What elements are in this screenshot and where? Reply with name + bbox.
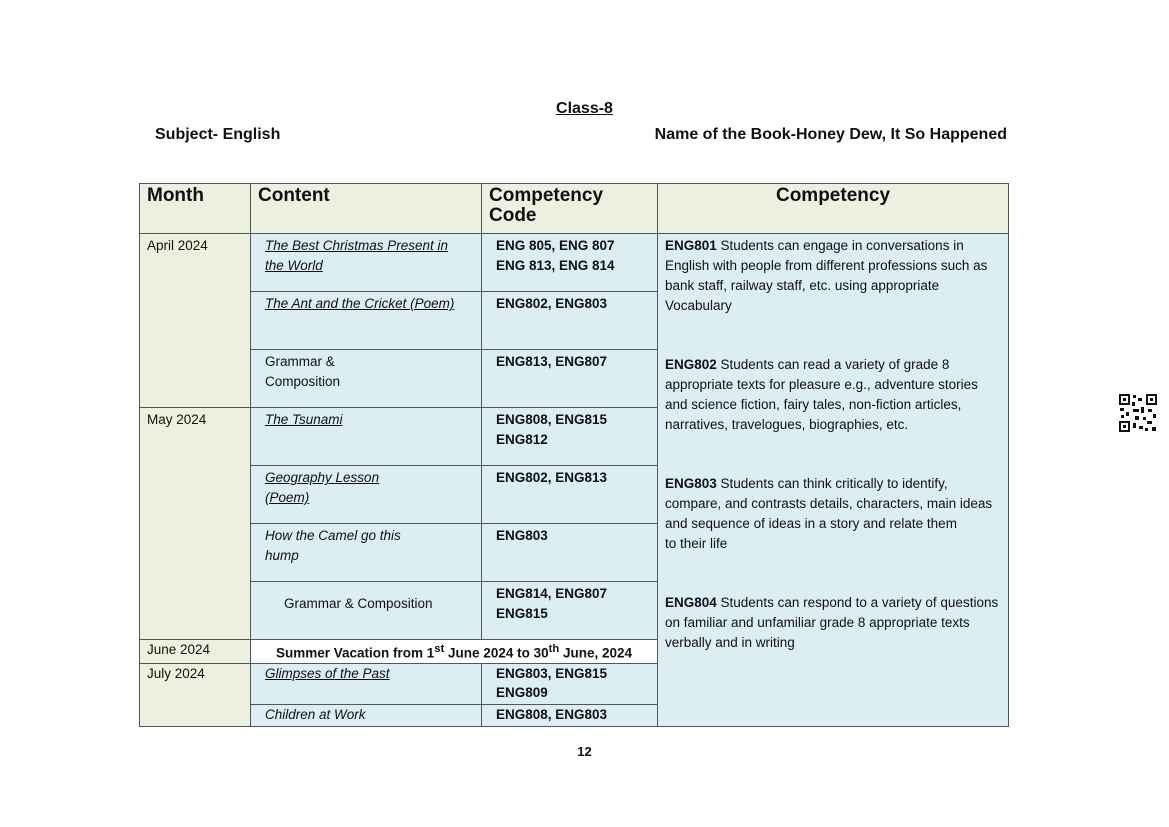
code-cell: ENG808, ENG815 ENG812 xyxy=(482,408,658,466)
content-cell: Glimpses of the Past xyxy=(251,663,482,704)
header-content: Content xyxy=(251,184,482,234)
month-april: April 2024 xyxy=(140,234,251,408)
code-cell: ENG802, ENG803 xyxy=(482,292,658,350)
content-cell: Grammar & Composition xyxy=(251,582,482,640)
content-cell: Geography Lesson (Poem) xyxy=(251,466,482,524)
header-month: Month xyxy=(140,184,251,234)
table-row xyxy=(140,234,1009,292)
page-number: 12 xyxy=(577,744,592,759)
code-cell: ENG802, ENG813 xyxy=(482,466,658,524)
code-cell: ENG808, ENG803 xyxy=(482,704,658,726)
header-competency-code: Competency Code xyxy=(482,184,658,234)
competency-eng802: ENG802 Students can read a variety of grade 8 appropriate texts for pleasure e.g., adventure stories and science fiction, fairy tales, non-fiction articles, narratives, travelogues, biographies, etc. xyxy=(665,357,978,432)
code-cell: ENG803 xyxy=(482,524,658,582)
month-may: May 2024 xyxy=(140,408,251,640)
book-name: Name of the Book-Honey Dew, It So Happened xyxy=(654,126,1007,143)
content-cell: Grammar & Composition xyxy=(251,350,482,408)
qr-code-icon xyxy=(1118,393,1158,433)
code-cell: ENG814, ENG807 ENG815 xyxy=(482,582,658,640)
content-cell: Children at Work xyxy=(251,704,482,726)
header-competency: Competency xyxy=(658,184,1009,234)
month-june: June 2024 xyxy=(140,640,251,664)
code-cell: ENG813, ENG807 xyxy=(482,350,658,408)
competency-description-cell xyxy=(658,234,1009,727)
content-cell: The Tsunami xyxy=(251,408,482,466)
syllabus-table xyxy=(139,183,1009,727)
competency-eng803: ENG803 Students can think critically to identify, compare, and contrasts details, characters, main ideas and sequence of ideas in a story and relate them to their life xyxy=(665,476,993,551)
competency-eng801: ENG801 Students can engage in conversations in English with people from different professions such as bank staff, railway staff, etc. using appropriate Vocabulary xyxy=(665,238,988,313)
class-title: Class-8 xyxy=(556,100,613,117)
month-july: July 2024 xyxy=(140,663,251,726)
summer-vacation-cell: Summer Vacation from 1st June 2024 to 30th June, 2024 xyxy=(251,640,658,664)
table-header-row xyxy=(140,184,1009,234)
competency-eng804: ENG804 Students can respond to a variety of questions on familiar and unfamiliar grade 8 appropriate texts verbally and in writing xyxy=(665,595,999,650)
code-cell: ENG803, ENG815 ENG809 xyxy=(482,663,658,704)
content-cell: The Best Christmas Present in the World xyxy=(251,234,482,292)
code-cell: ENG 805, ENG 807 ENG 813, ENG 814 xyxy=(482,234,658,292)
content-cell: How the Camel go this hump xyxy=(251,524,482,582)
subject-label: Subject- English xyxy=(155,126,281,143)
content-cell: The Ant and the Cricket (Poem) xyxy=(251,292,482,350)
